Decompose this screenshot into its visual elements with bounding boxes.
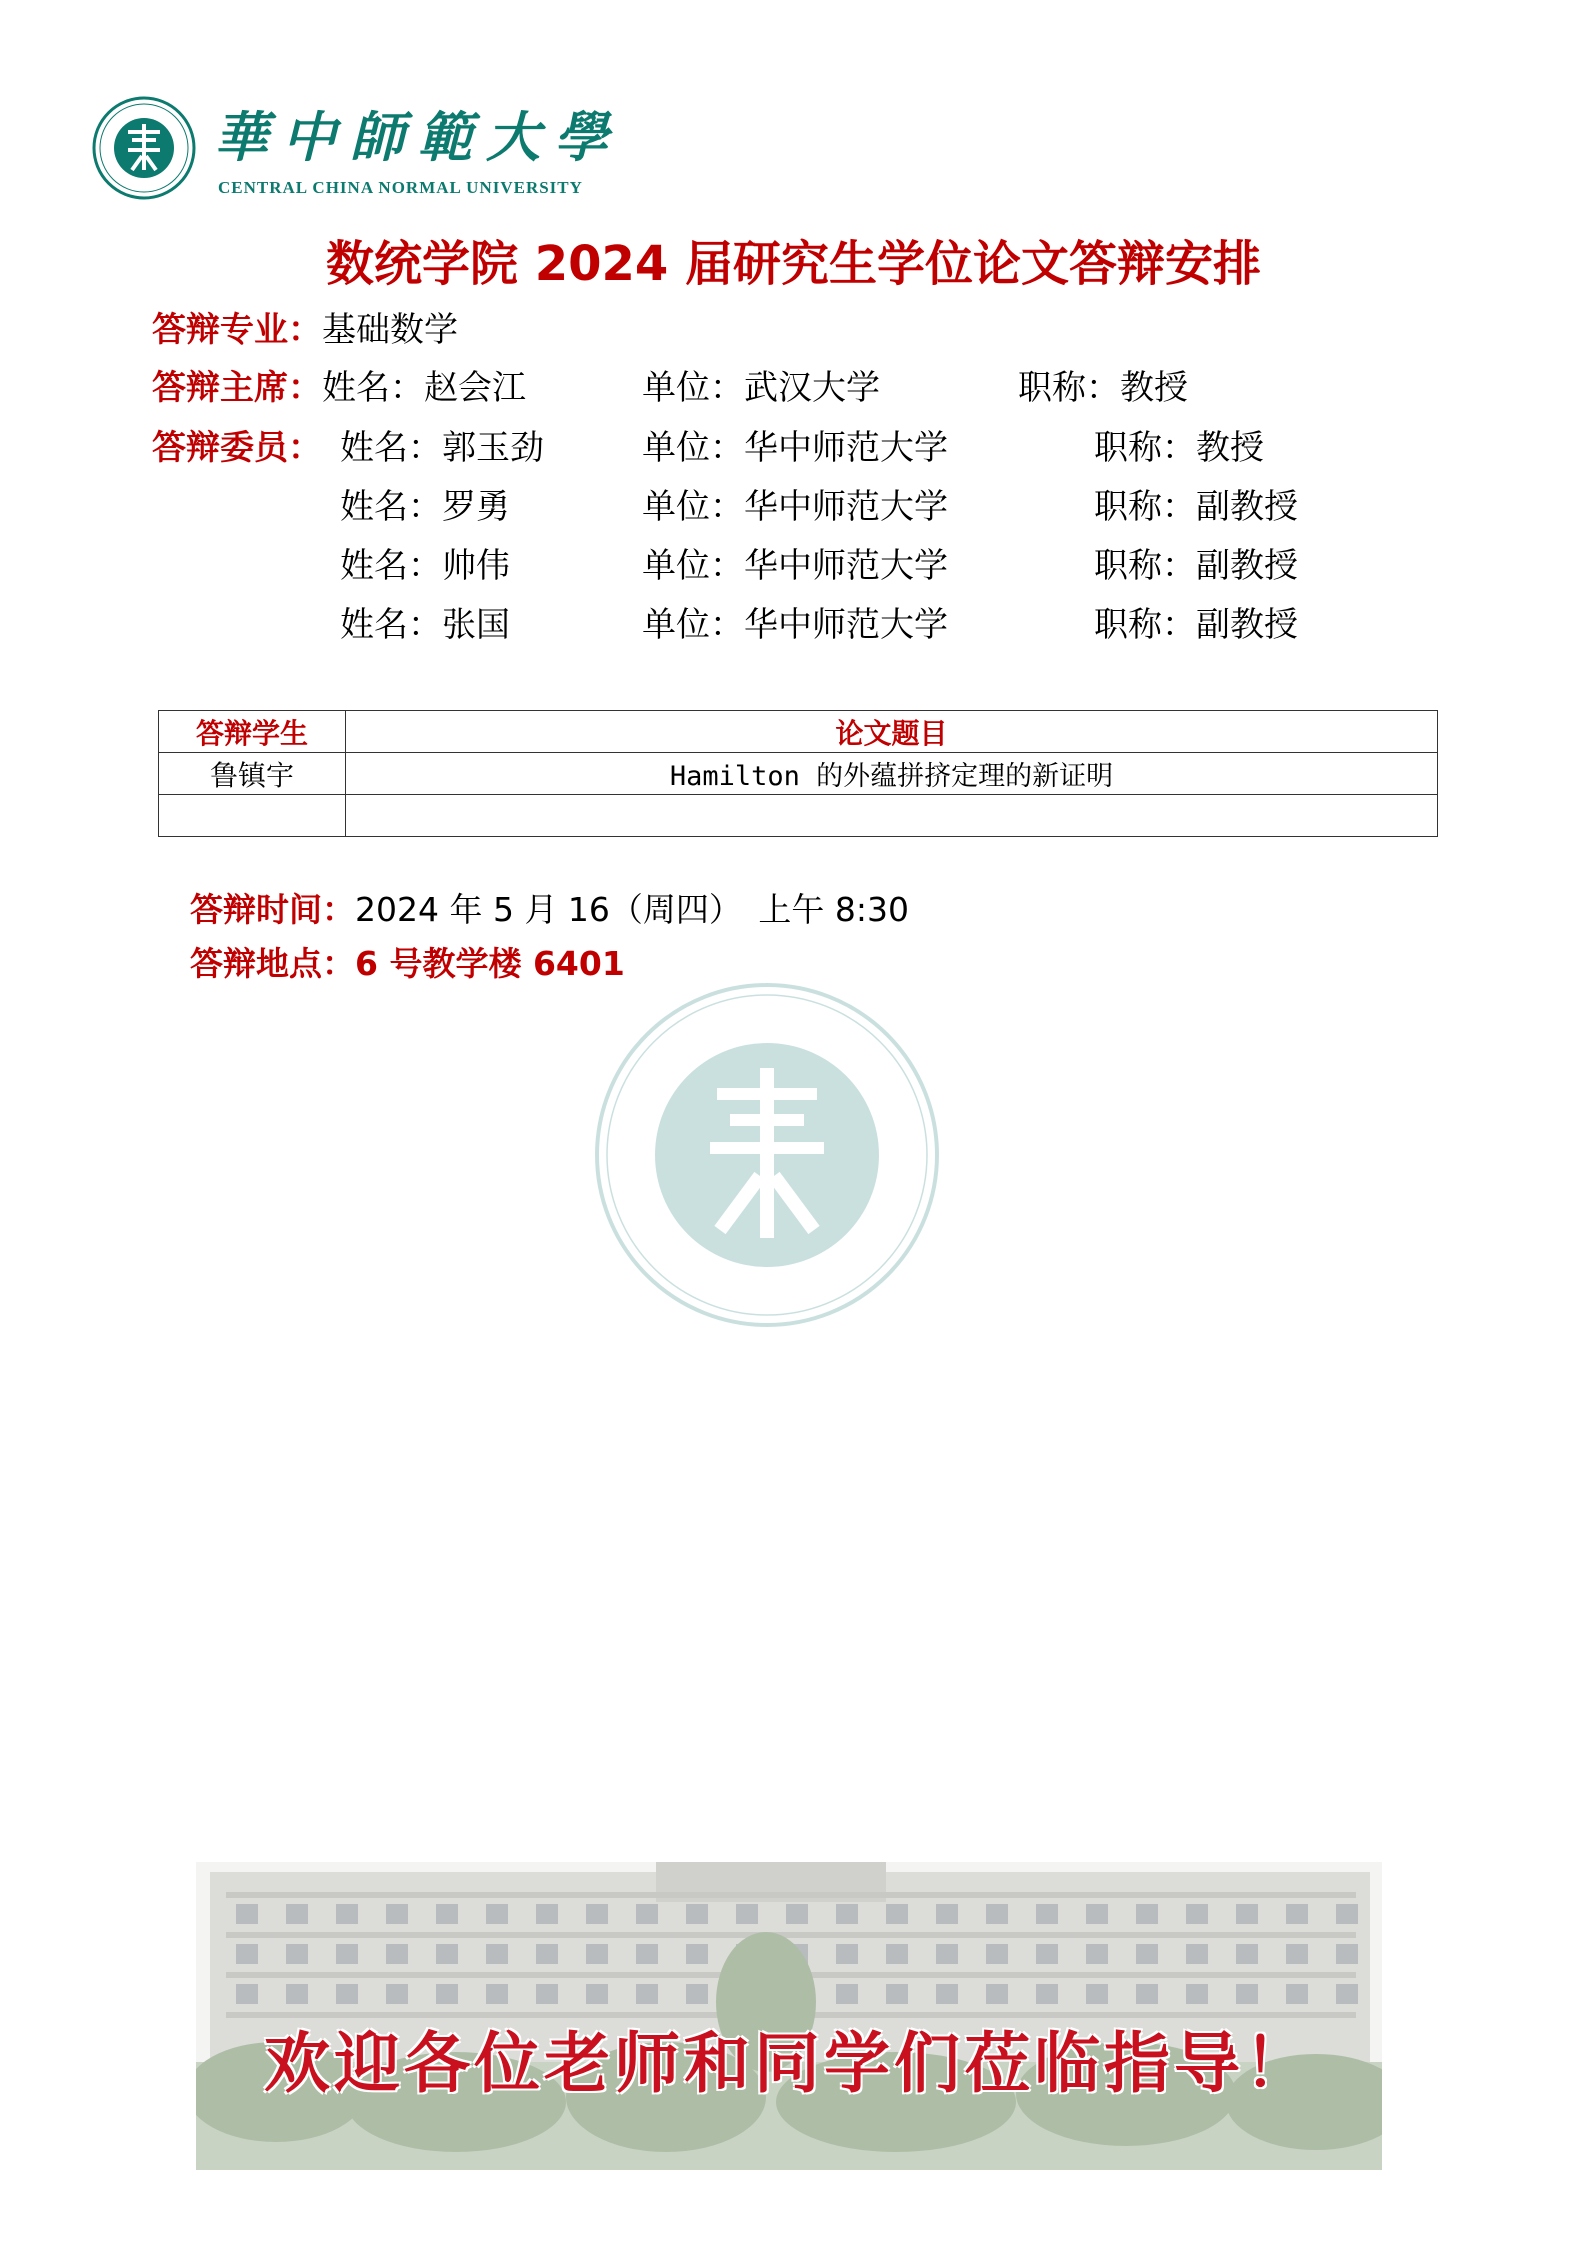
member-name-value: 帅伟: [442, 546, 510, 586]
defense-place: [190, 940, 625, 988]
chair-row: [152, 364, 526, 412]
header-student: 答辩学生: [159, 711, 346, 753]
table-header-row: [159, 711, 1438, 753]
member-name: [340, 483, 510, 531]
table-row: [159, 753, 1438, 795]
thesis-cell: [346, 795, 1438, 837]
table-row: [159, 795, 1438, 837]
time-label: 答辩时间：: [190, 890, 355, 929]
member-unit-label: 单位：: [642, 428, 744, 468]
member-title: [1094, 483, 1298, 531]
member-name-label: 姓名：: [340, 546, 442, 586]
member-title: [1094, 601, 1298, 649]
member-unit-value: 华中师范大学: [744, 546, 948, 586]
student-cell: 鲁镇宇: [159, 753, 346, 795]
welcome-banner: [196, 1862, 1382, 2170]
place-value: 6 号教学楼 6401: [355, 944, 625, 983]
member-name-value: 郭玉劲: [442, 428, 544, 468]
chair-label: 答辩主席：: [152, 368, 322, 408]
member-unit: [642, 424, 948, 472]
thesis-table: [158, 710, 1438, 837]
member-unit-label: 单位：: [642, 546, 744, 586]
member-title-value: 副教授: [1196, 546, 1298, 586]
member-title-label: 职称：: [1094, 605, 1196, 645]
time-value: 2024 年 5 月 16（周四） 上午 8:30: [355, 890, 910, 929]
university-seal-watermark-icon: [592, 980, 942, 1330]
chair-unit-label: 单位：: [642, 368, 744, 408]
member-title-label: 职称：: [1094, 428, 1196, 468]
member-unit-label: 单位：: [642, 605, 744, 645]
major-value: 基础数学: [322, 310, 458, 350]
member-unit-value: 华中师范大学: [744, 605, 948, 645]
chair-title-label: 职称：: [1018, 368, 1120, 408]
chair-name: 赵会江: [424, 368, 526, 408]
university-name-cn: 華中師範大學: [214, 105, 622, 169]
major-label: 答辩专业：: [152, 310, 322, 350]
chair-title-value: 教授: [1120, 368, 1188, 408]
header-thesis: 论文题目: [346, 711, 1438, 753]
member-unit-value: 华中师范大学: [744, 487, 948, 527]
member-name: [340, 601, 510, 649]
thesis-cell: Hamilton 的外蕴拼挤定理的新证明: [346, 753, 1438, 795]
member-name-label: 姓名：: [340, 605, 442, 645]
major-row: [152, 306, 458, 354]
member-title-label: 职称：: [1094, 546, 1196, 586]
place-label: 答辩地点：: [190, 944, 355, 983]
member-title-label: 职称：: [1094, 487, 1196, 527]
welcome-banner-text: 欢迎各位老师和同学们莅临指导！: [264, 2025, 1314, 2102]
member-unit: [642, 542, 948, 590]
member-title: [1094, 424, 1264, 472]
member-unit: [642, 601, 948, 649]
page-title: 数统学院 2024 届研究生学位论文答辩安排: [325, 236, 1262, 292]
member-title: [1094, 542, 1298, 590]
university-name-en: CENTRAL CHINA NORMAL UNIVERSITY: [218, 178, 583, 197]
defense-time: [190, 886, 909, 934]
university-emblem-icon: [92, 96, 196, 200]
chair-unit-value: 武汉大学: [744, 368, 880, 408]
chair-unit: [642, 364, 880, 412]
student-cell: [159, 795, 346, 837]
member-name-label: 姓名：: [340, 428, 442, 468]
member-title-value: 副教授: [1196, 605, 1298, 645]
member-name: [340, 542, 510, 590]
member-title-value: 副教授: [1196, 487, 1298, 527]
member-name: [340, 424, 544, 472]
committee-label: 答辩委员：: [152, 428, 322, 468]
member-unit-value: 华中师范大学: [744, 428, 948, 468]
member-name-label: 姓名：: [340, 487, 442, 527]
member-unit: [642, 483, 948, 531]
member-unit-label: 单位：: [642, 487, 744, 527]
member-name-value: 罗勇: [442, 487, 510, 527]
chair-name-label: 姓名：: [322, 368, 424, 408]
member-name-value: 张国: [442, 605, 510, 645]
member-title-value: 教授: [1196, 428, 1264, 468]
chair-title: [1018, 364, 1188, 412]
